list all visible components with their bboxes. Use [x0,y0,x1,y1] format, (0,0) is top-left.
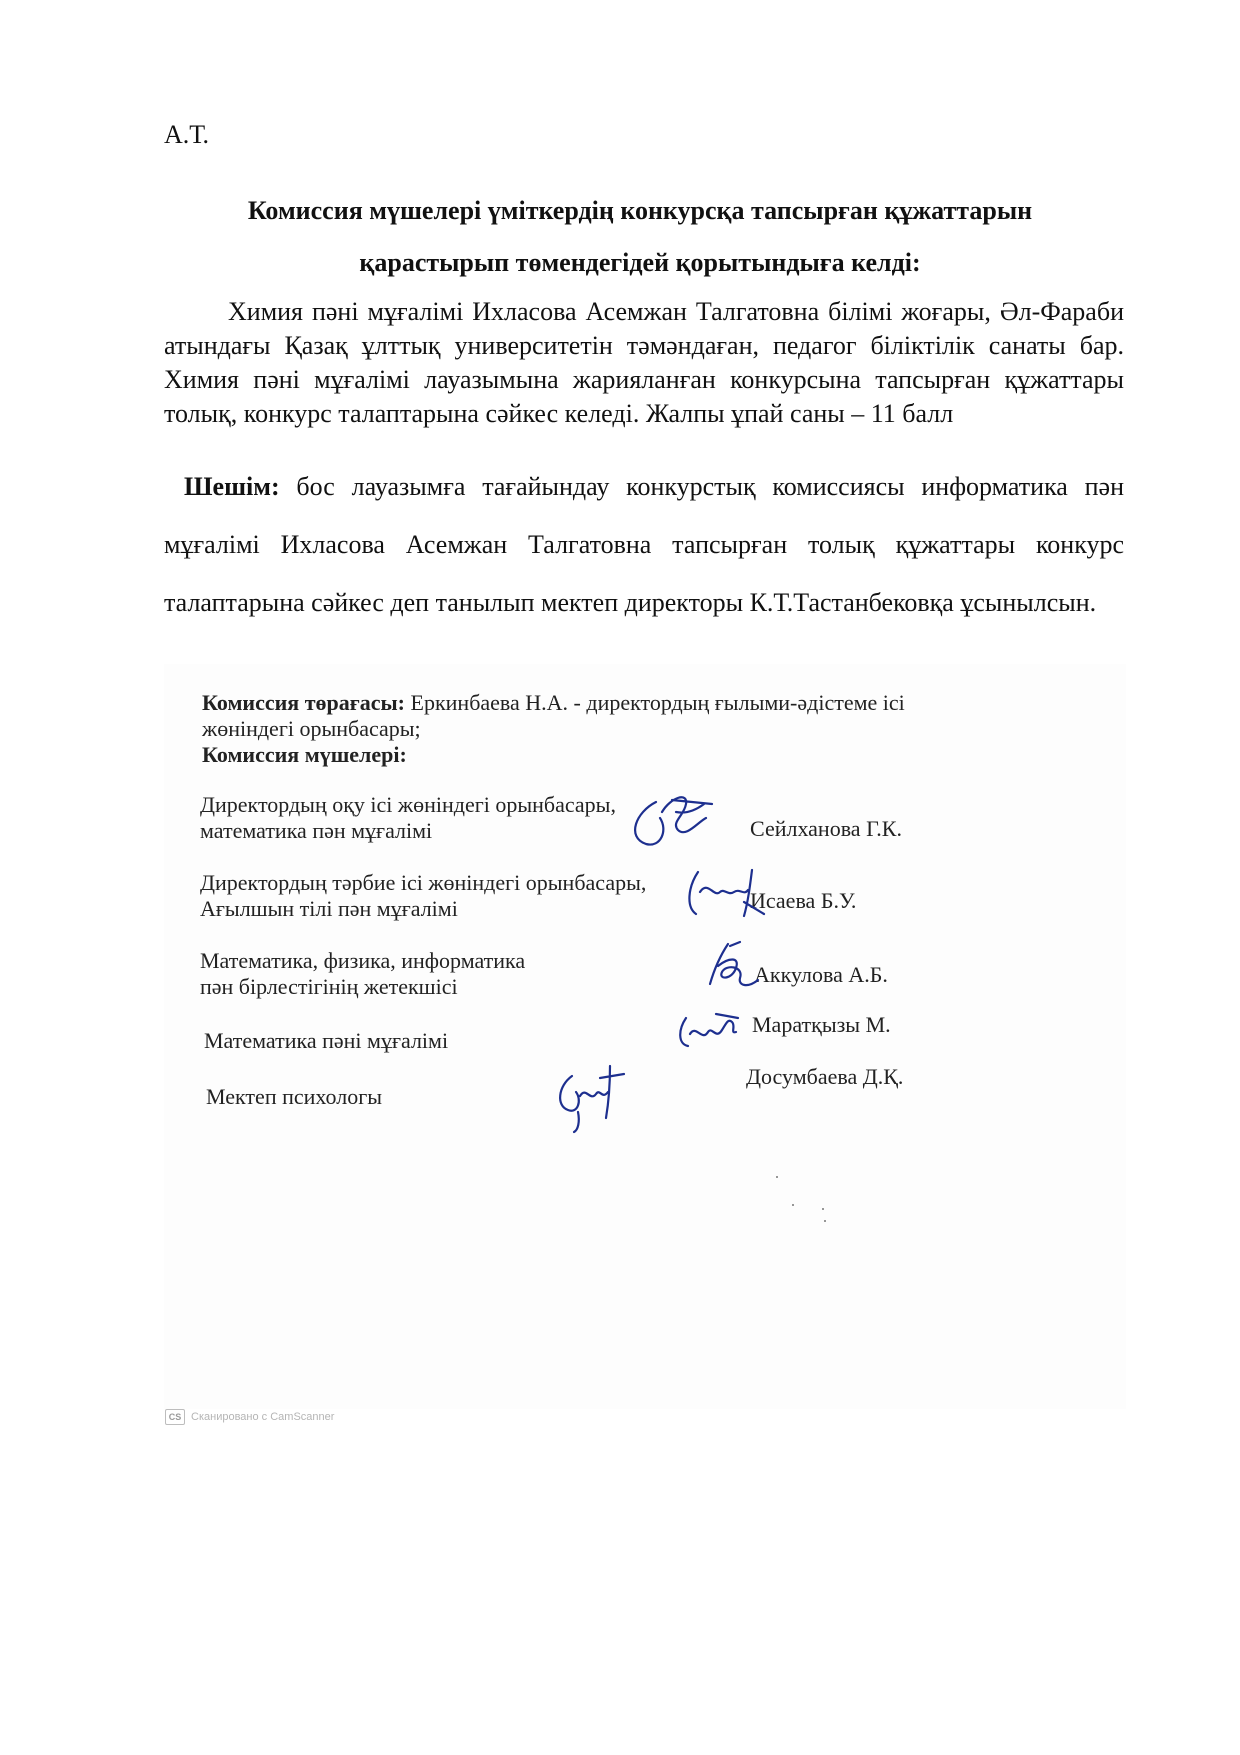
scan-speck [776,1176,778,1178]
member-role-3b: пән бірлестігінің жетекшісі [200,974,458,999]
signature-2-icon [678,862,778,922]
member-role-4: Математика пәні мұғалімі [204,1028,449,1053]
chair-line-2: жөніндегі орынбасары; [202,716,421,741]
camscanner-text: Сканировано с CamScanner [191,1411,335,1423]
chair-label: Комиссия төрағасы: [202,690,406,715]
signature-4-icon [672,1004,752,1054]
body-paragraph: Химия пәні мұғалімі Ихласова Асемжан Талгатовна білімі жоғары, Әл-Фараби атындағы Қазақ ұлттық университетін тәмәндаған, педагог біліктілік санаты бар. Химия пәні мұғалімі лауазымына жарияланған конкурсына тапсырған құжаттары толық, конкурс талаптарына сәйкес келеді. Жалпы ұпай саны – 11 балл [164,297,1124,428]
member-role-2b: Ағылшын тілі пән мұғалімі [200,896,458,921]
signature-3-icon [700,936,770,996]
members-label: Комиссия мүшелері: [202,742,407,767]
member-name-3: Аккулова А.Б. [754,962,888,987]
member-role-1a: Директордың оқу ісі жөніндегі орынбасары, [200,792,616,817]
heading-line-1: Комиссия мүшелері үміткердің конкурсқа тапсырған құжаттарын [247,196,1033,225]
camscanner-watermark [165,1409,334,1425]
scan-speck [792,1204,794,1206]
chair-text: Еркинбаева Н.А. - директордың ғылыми-әдістеме ісі [405,690,905,715]
decision-paragraph [164,458,1124,632]
decision-text: бос лауазымға тағайындау конкурстық комиссиясы информатика пән мұғалімі Ихласова Асемжан Талгатовна тапсырған толық құжаттары конкурс талаптарына сәйкес деп танылып мектеп директоры К.Т.Тастанбековқа ұсынылсын. [164,472,1124,617]
scan-speck [822,1208,824,1210]
scan-speck [824,1220,826,1222]
initials: А.Т. [164,120,210,149]
signature-1-icon [616,782,726,852]
member-name-1: Сейлханова Г.К. [750,816,902,841]
member-name-2: Исаева Б.У. [750,888,857,913]
signature-5-icon [548,1056,638,1136]
member-role-5: Мектеп психологы [206,1084,383,1109]
member-role-1b: математика пән мұғалімі [200,818,433,843]
decision-label: Шешім: [184,472,280,501]
member-role-3a: Математика, физика, информатика [200,948,526,973]
member-name-5: Досумбаева Д.Қ. [746,1064,904,1089]
heading-line-2: қарастырып төмендегідей қорытындыға келді: [359,248,921,277]
chair-line [202,690,1082,716]
camscanner-logo: CS [165,1409,185,1425]
member-role-2a: Директордың тәрбие ісі жөніндегі орынбасары, [200,870,647,895]
scanned-signature-sheet [164,664,1126,1409]
member-name-4: Маратқызы М. [752,1012,891,1037]
